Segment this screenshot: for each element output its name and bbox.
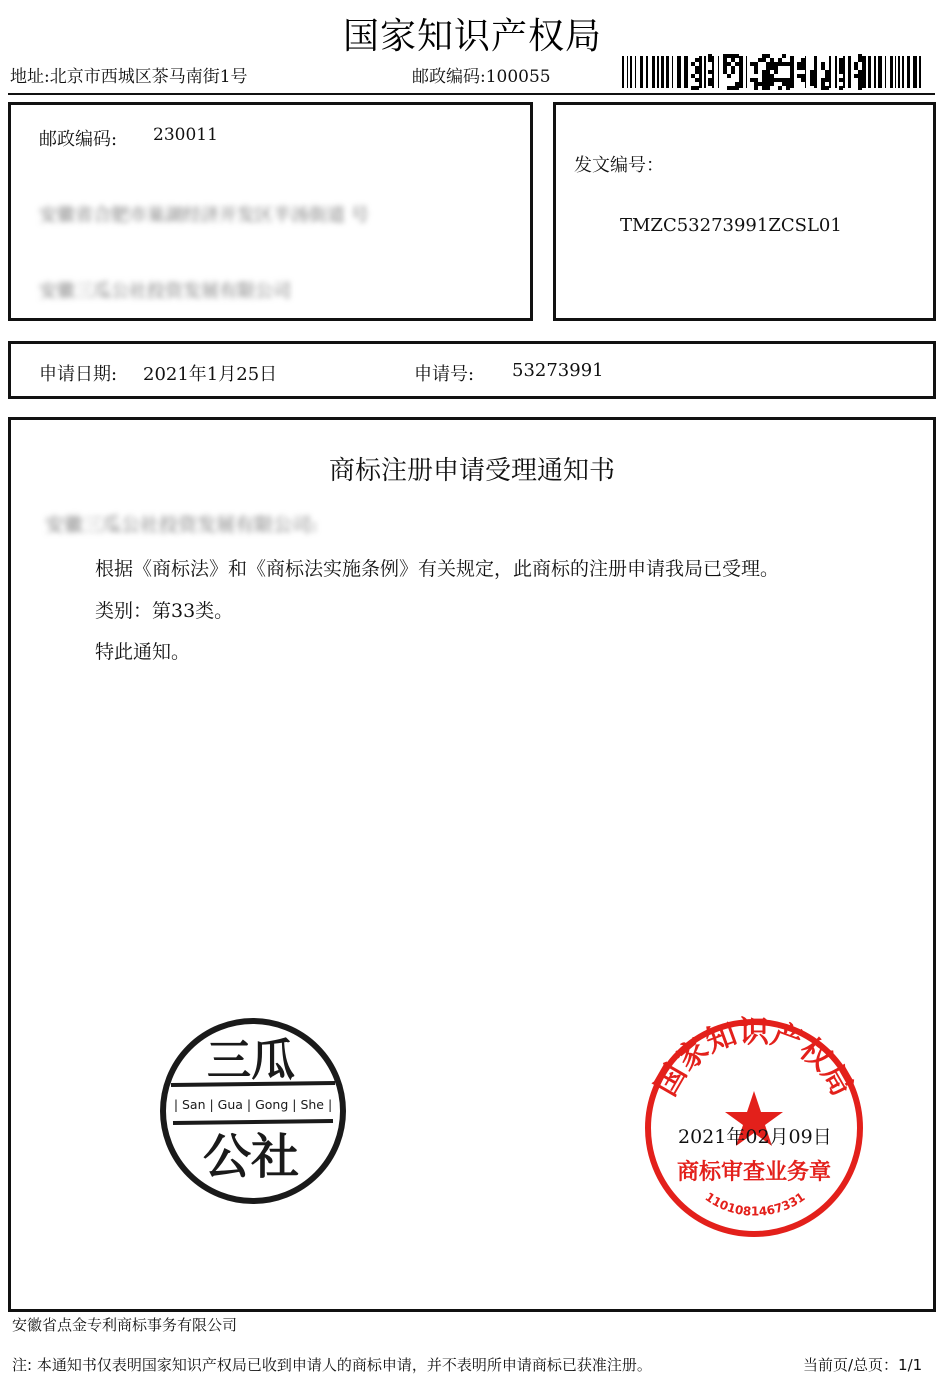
application-info-box	[8, 341, 936, 399]
office-address: 地址:北京市西城区茶马南街1号	[10, 67, 248, 87]
notice-box	[8, 417, 936, 1312]
doc-number-box	[553, 102, 936, 321]
notice-addressee-redacted: 安徽三瓜公社投资发展有限公司:	[45, 514, 318, 536]
seal-code: 1101081467331	[702, 1189, 808, 1219]
seal-dept: 商标审查业务章	[676, 1160, 832, 1185]
recipient-company-redacted: 安徽三瓜公社投资发展有限公司	[39, 281, 291, 302]
logo-bottom-text: 公社	[202, 1129, 300, 1185]
application-number-label: 申请号:	[414, 364, 475, 385]
recipient-box	[8, 102, 533, 321]
notice-category: 类别：第33类。	[95, 600, 234, 622]
logo-top-text: 三瓜	[207, 1035, 295, 1086]
logo-middle-text: | San | Gua | Gong | She |	[173, 1097, 333, 1112]
applicant-logo	[151, 1015, 351, 1205]
footer-note: 注: 本通知书仅表明国家知识产权局已收到申请人的商标申请，并不表明所申请商标已获准注册。	[12, 1356, 652, 1374]
header-divider	[8, 93, 935, 95]
agency-name: 安徽省点金专利商标事务有限公司	[12, 1316, 238, 1334]
seal-date: 2021年02月09日	[678, 1126, 832, 1148]
office-postal-code: 邮政编码:100055	[412, 67, 551, 87]
recipient-postal-code: 230011	[153, 125, 218, 145]
office-title: 国家知识产权局	[342, 16, 602, 57]
notice-closing: 特此通知。	[95, 641, 191, 663]
doc-number-value: TMZC53273991ZCSL01	[620, 215, 842, 236]
application-date-value: 2021年1月25日	[143, 364, 278, 385]
notice-paragraph: 根据《商标法》和《商标法实施条例》有关规定，此商标的注册申请我局已受理。	[95, 558, 780, 580]
barcode-icon	[620, 52, 930, 92]
notice-title: 商标注册申请受理通知书	[328, 456, 615, 486]
application-date-label: 申请日期:	[39, 364, 118, 385]
recipient-address-redacted: 安徽省合肥市巢湖经济开发区半汤街道 号	[39, 205, 369, 226]
application-number-value: 53273991	[512, 360, 604, 381]
recipient-postal-label: 邮政编码:	[39, 129, 118, 150]
page-indicator: 当前页/总页：1/1	[803, 1356, 923, 1374]
seal-ring-text: 国家知识产权局	[648, 1014, 860, 1102]
doc-number-label: 发文编号：	[574, 155, 664, 176]
